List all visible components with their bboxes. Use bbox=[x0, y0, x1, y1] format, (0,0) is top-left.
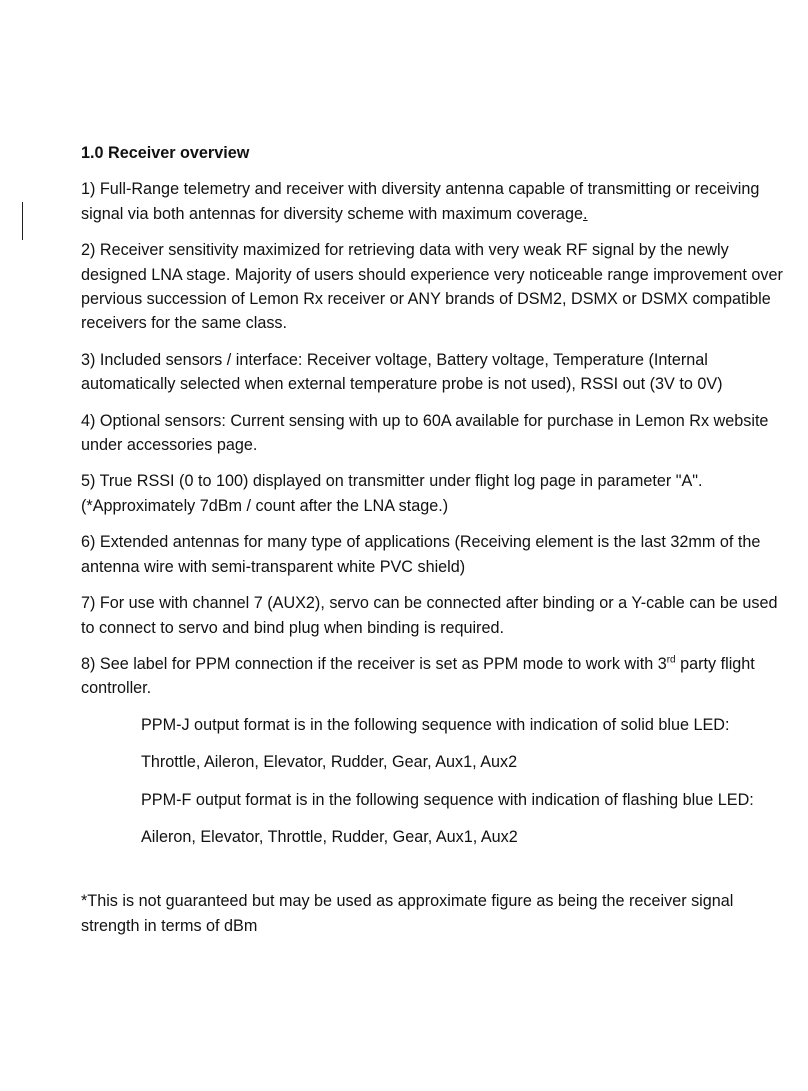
ppm-f-sequence: Aileron, Elevator, Throttle, Rudder, Gear, Aux1, Aux2 bbox=[141, 827, 518, 846]
item-8-text: 8) See label for PPM connection if the receiver is set as PPM mode to work with 3 bbox=[81, 654, 667, 673]
ppm-j-sequence: Throttle, Aileron, Elevator, Rudder, Gear, Aux1, Aux2 bbox=[141, 753, 518, 772]
ppm-j-format: PPM-J output format is in the following sequence with indication of solid blue LED: bbox=[141, 715, 730, 734]
revision-change-bar bbox=[22, 202, 23, 240]
item-8 bbox=[81, 652, 793, 701]
item-3: 3) Included sensors / interface: Receiver voltage, Battery voltage, Temperature (Internal automatically selected when external temperature probe is not used), RSSI out (3V to 0V) bbox=[81, 350, 723, 394]
item-1-underlined-period: . bbox=[583, 204, 588, 223]
item-2: 2) Receiver sensitivity maximized for retrieving data with very weak RF signal by the newly designed LNA stage. Majority of users should experience very noticeable range improvement over pervious succession of Lemon Rx receiver or ANY brands of DSM2, DSMX or DSMX compatible receivers for the same class. bbox=[81, 241, 783, 333]
item-8-superscript: rd bbox=[666, 654, 676, 666]
item-4: 4) Optional sensors: Current sensing with up to 60A available for purchase in Lemon Rx website under accessories page. bbox=[81, 411, 769, 455]
item-5 bbox=[81, 469, 793, 518]
item-8-text-end: party flight controller. bbox=[81, 654, 755, 698]
item-5-line-2: (*Approximately 7dBm / count after the LNA stage.) bbox=[81, 496, 449, 515]
section-heading: 1.0 Receiver overview bbox=[81, 144, 250, 162]
item-1-text: 1) Full-Range telemetry and receiver with diversity antenna capable of transmitting or receiving signal via both antennas for diversity scheme with maximum coverage bbox=[81, 180, 760, 223]
ppm-f-format: PPM-F output format is in the following sequence with indication of flashing blue LED: bbox=[141, 790, 754, 809]
document-body bbox=[81, 141, 793, 950]
footnote: *This is not guaranteed but may be used as approximate figure as being the receiver signal strength in terms of dBm bbox=[81, 892, 734, 935]
item-7: 7) For use with channel 7 (AUX2), servo can be connected after binding or a Y-cable can be used to connect to servo and bind plug when binding is required. bbox=[81, 594, 778, 637]
item-1 bbox=[81, 177, 793, 226]
item-6: 6) Extended antennas for many type of applications (Receiving element is the last 32mm of the antenna wire with semi-transparent white PVC shield) bbox=[81, 533, 761, 576]
item-5-line-1: 5) True RSSI (0 to 100) displayed on transmitter under flight log page in parameter "A". bbox=[81, 472, 703, 491]
